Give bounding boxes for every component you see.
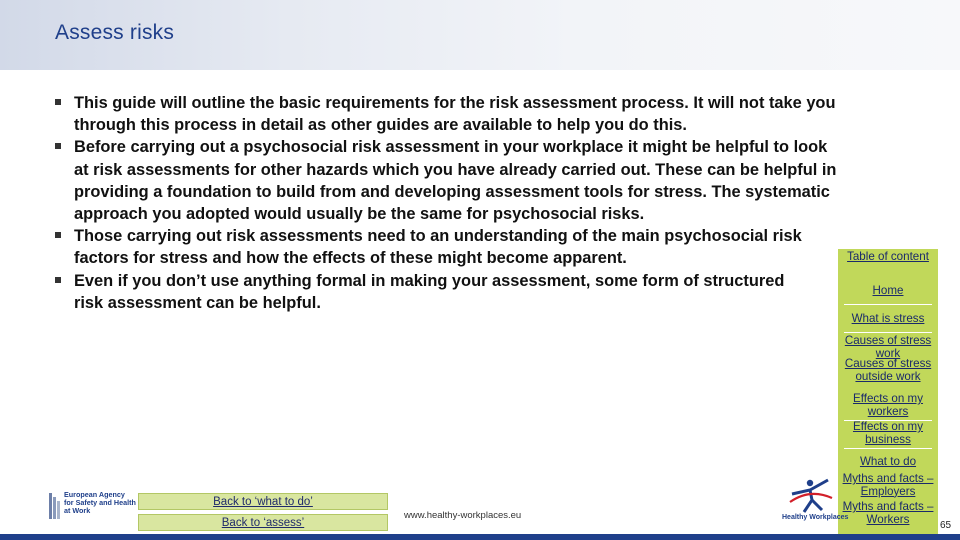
bullet-marker <box>55 277 61 283</box>
bullet-text: This guide will outline the basic requirements for the risk assessment process. It will not take you through this process in detail as other guides are available to help you do this. <box>74 94 836 135</box>
back-to-assess-button[interactable]: Back to ‘assess’ <box>138 514 388 531</box>
nav-effects-workers[interactable]: Effects on my workers <box>852 392 924 418</box>
bullet-item <box>55 270 794 314</box>
header-band <box>0 0 960 70</box>
osha-logo-text: European Agency for Safety and Health at Work <box>64 490 136 515</box>
nav-what-to-do[interactable]: What to do <box>859 455 917 468</box>
healthy-workplaces-logo-icon <box>782 476 842 514</box>
bullet-marker <box>55 232 61 238</box>
nav-effects-business[interactable]: Effects on my business <box>852 420 924 446</box>
nav-divider <box>844 448 932 449</box>
footer-bar <box>0 534 960 540</box>
nav-table-of-content[interactable]: Table of content <box>847 250 929 263</box>
nav-what-is-stress[interactable]: What is stress <box>851 312 925 325</box>
nav-divider <box>844 332 932 333</box>
healthy-workplaces-text: Healthy Workplaces <box>782 514 849 521</box>
back-to-what-to-do-button[interactable]: Back to ‘what to do’ <box>138 493 388 510</box>
bullet-text: Those carrying out risk assessments need to an understanding of the main psychosocial risk factors for stress and how the effects of these might become apparent. <box>74 227 802 268</box>
nav-home[interactable]: Home <box>872 284 904 297</box>
osha-logo-icon <box>48 491 62 521</box>
bullet-marker <box>55 99 61 105</box>
website-url: www.healthy-workplaces.eu <box>404 510 522 521</box>
osha-logo <box>48 490 136 521</box>
page-title: Assess risks <box>55 21 175 44</box>
bullet-marker <box>55 143 61 149</box>
nav-myths-employers[interactable]: Myths and facts – Employers <box>842 473 934 498</box>
page-number: 65 <box>940 520 952 531</box>
nav-myths-workers[interactable]: Myths and facts – Workers <box>842 501 934 526</box>
nav-causes-outside-work[interactable]: Causes of stress outside work <box>844 358 932 383</box>
healthy-workplaces-logo <box>782 476 849 526</box>
nav-divider <box>844 304 932 305</box>
bullet-text: Even if you don’t use anything formal in making your assessment, some form of structured risk assessment can be helpful. <box>74 271 785 312</box>
nav-causes-work[interactable]: Causes of stress work <box>844 335 932 359</box>
bullet-item <box>55 225 859 269</box>
bullet-item <box>55 92 845 136</box>
bullet-text: Before carrying out a psychosocial risk assessment in your workplace it might be helpful to look at risk assessments for other hazards which you have already carried out. These can be helpful in providing a foundation to build from and developing assessment tools for stress. The systematic approach you adopted would usually be the same for psychosocial risks. <box>74 138 837 224</box>
content-text <box>55 92 845 314</box>
nav-sidebar <box>838 249 938 540</box>
bullet-item <box>55 136 845 225</box>
